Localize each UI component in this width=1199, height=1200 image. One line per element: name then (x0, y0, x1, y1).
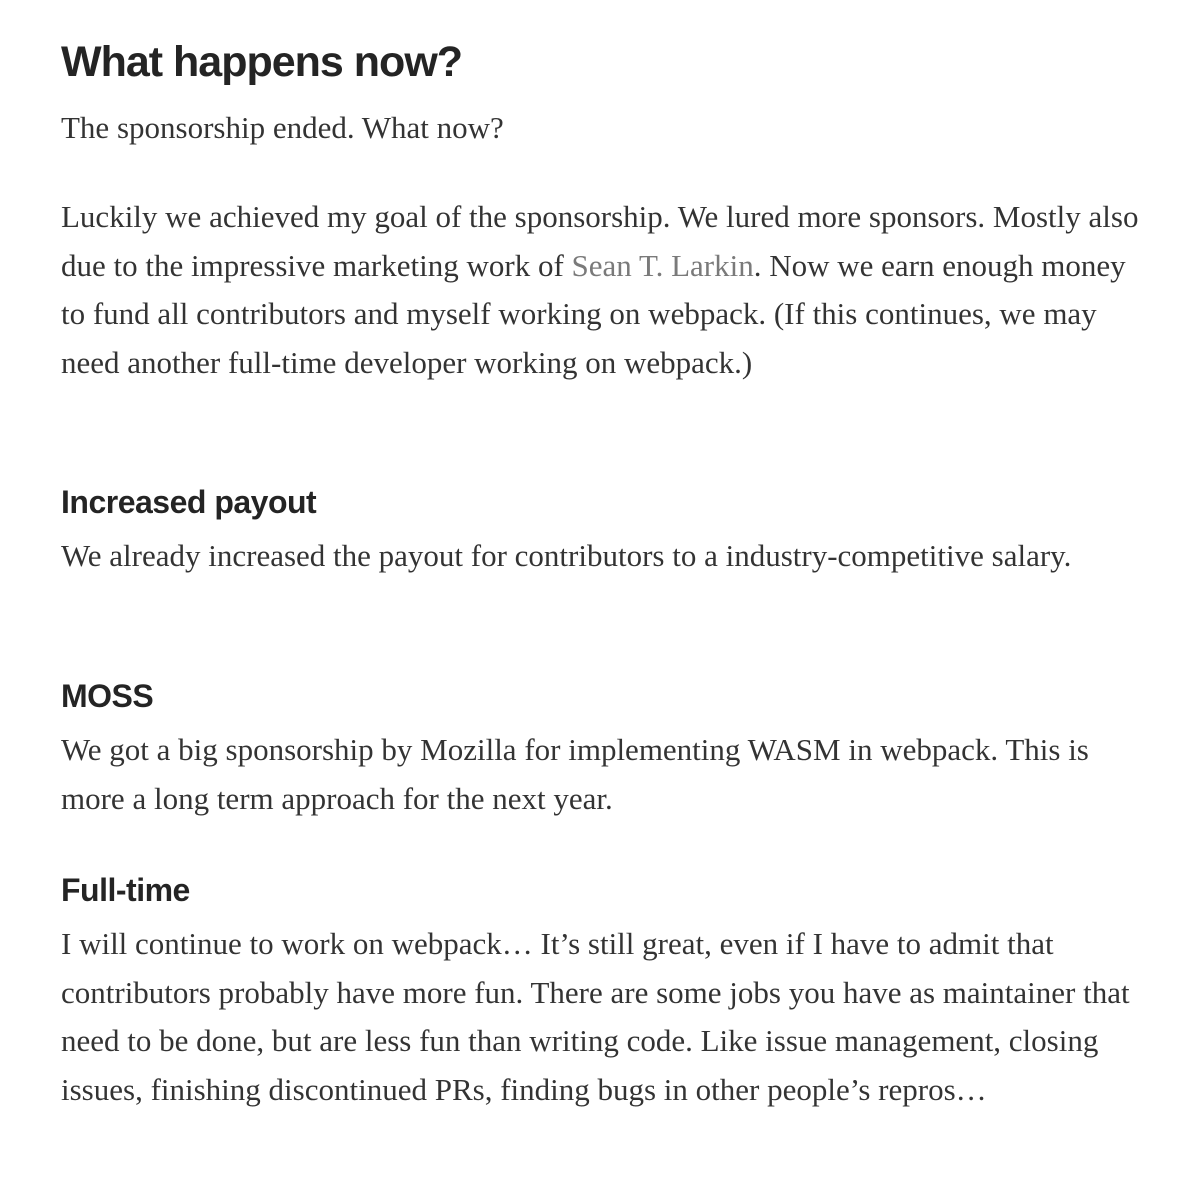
subheading-moss: MOSS (61, 678, 154, 714)
subheading-full-time: Full-time (61, 872, 190, 908)
paragraph-text-after-link: . Now we earn enough money to fund all contributors and myself working on webpack. (If this continues, we may need another full-time developer working on webpack.) (61, 247, 1126, 380)
paragraph-text-before-link: Luckily we achieved my goal of the sponsorship. We lured more sponsors. Mostly also due to the impressive marketing work of (61, 199, 1139, 283)
sean-larkin-link[interactable]: Sean T. Larkin (571, 247, 754, 283)
sponsorship-paragraph (61, 193, 1151, 387)
intro-paragraph: The sponsorship ended. What now? (61, 110, 504, 145)
full-time-paragraph: I will continue to work on webpack… It’s still great, even if I have to admit that contributors probably have more fun. There are some jobs you have as maintainer that need to be done, but are less fun than writing code. Like issue management, closing issues, finishing discontinued PRs, finding bugs in other people’s repros… (61, 926, 1130, 1107)
subheading-increased-payout: Increased payout (61, 484, 317, 520)
section-title: What happens now? (61, 38, 463, 86)
moss-paragraph: We got a big sponsorship by Mozilla for implementing WASM in webpack. This is more a long term approach for the next year. (61, 732, 1089, 816)
increased-payout-paragraph: We already increased the payout for contributors to a industry-competitive salary. (61, 538, 1072, 573)
